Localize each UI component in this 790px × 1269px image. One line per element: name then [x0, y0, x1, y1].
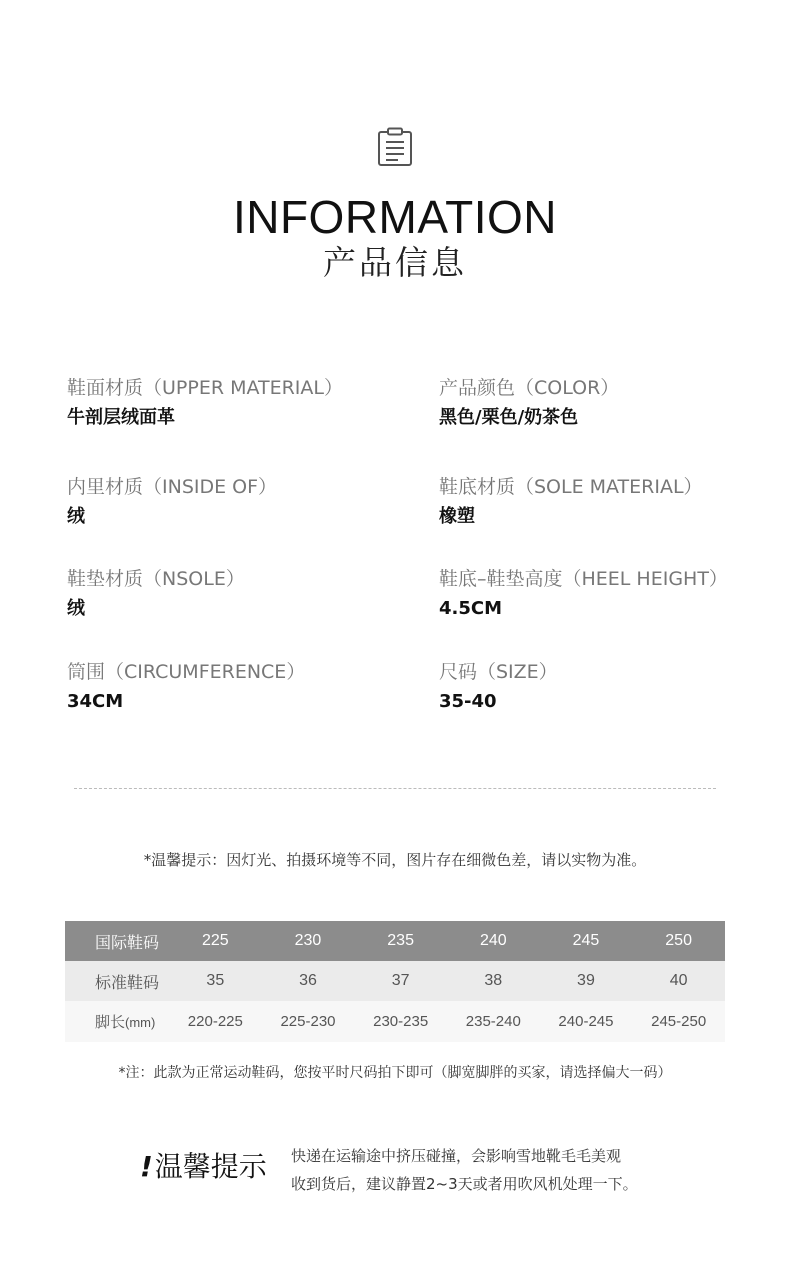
spec-color	[439, 376, 619, 430]
table-cell: 225-230	[262, 1001, 355, 1042]
spec-label: 筒围（CIRCUMFERENCE）	[67, 661, 306, 683]
table-row	[65, 961, 725, 1001]
spec-label: 产品颜色（COLOR）	[439, 377, 620, 399]
clipboard-icon	[376, 127, 414, 167]
table-cell: 220-225	[169, 1001, 262, 1042]
row-label	[65, 1001, 169, 1042]
exclamation-mark: !	[140, 1150, 153, 1183]
table-cell: 38	[447, 961, 540, 1001]
spec-heel-height	[439, 567, 728, 621]
tip-heading	[140, 1147, 267, 1187]
table-row	[65, 1001, 725, 1042]
table-cell: 250	[632, 921, 725, 961]
spec-size	[439, 660, 558, 714]
spec-label: 尺码（SIZE）	[439, 661, 558, 683]
row-label: 国际鞋码	[65, 921, 169, 961]
size-table	[65, 921, 725, 1042]
spec-label: 鞋底–鞋垫高度（HEEL HEIGHT）	[439, 568, 728, 590]
spec-upper-material	[67, 376, 343, 430]
spec-label: 鞋底材质（SOLE MATERIAL）	[439, 476, 703, 498]
spec-label: 鞋面材质（UPPER MATERIAL）	[67, 377, 343, 399]
table-cell: 37	[354, 961, 447, 1001]
table-cell: 245-250	[632, 1001, 725, 1042]
spec-insole	[67, 567, 245, 621]
spec-sole-material	[439, 475, 703, 529]
page-title-en: INFORMATION	[232, 191, 558, 243]
table-cell: 225	[169, 921, 262, 961]
table-cell: 240	[447, 921, 540, 961]
row-label: 标准鞋码	[65, 961, 169, 1001]
table-cell: 240-245	[540, 1001, 633, 1042]
table-cell: 235	[354, 921, 447, 961]
tip-title-text: 温馨提示	[154, 1150, 267, 1183]
table-cell: 39	[540, 961, 633, 1001]
spec-inside-material	[67, 475, 277, 529]
table-cell: 245	[540, 921, 633, 961]
dashed-divider	[74, 788, 716, 789]
page-title-cn: 产品信息	[323, 243, 467, 282]
spec-value: 橡塑	[439, 506, 475, 527]
tip-line: 收到货后，建议静置2~3天或者用吹风机处理一下。	[291, 1175, 638, 1193]
table-cell: 230	[262, 921, 355, 961]
table-cell: 35	[169, 961, 262, 1001]
spec-value: 绒	[67, 506, 85, 527]
spec-circumference	[67, 660, 305, 714]
spec-value: 牛剖层绒面革	[67, 407, 175, 428]
tip-body	[291, 1142, 638, 1198]
spec-value: 4.5CM	[439, 598, 503, 619]
tip-line: 快递在运输途中挤压碰撞，会影响雪地靴毛毛美观	[291, 1147, 622, 1165]
table-cell: 230-235	[354, 1001, 447, 1042]
table-cell: 235-240	[447, 1001, 540, 1042]
spec-value: 34CM	[67, 691, 124, 712]
table-row	[65, 921, 725, 961]
spec-value: 绒	[67, 598, 85, 619]
table-cell: 36	[262, 961, 355, 1001]
spec-value: 黑色/栗色/奶茶色	[439, 407, 579, 428]
spec-label: 鞋垫材质（NSOLE）	[67, 568, 245, 590]
table-cell: 40	[632, 961, 725, 1001]
spec-value: 35-40	[439, 691, 497, 712]
row-label-text: 脚长	[95, 1014, 126, 1031]
spec-label: 内里材质（INSIDE OF）	[67, 476, 278, 498]
row-label-unit: (mm)	[125, 1015, 156, 1030]
color-notice: *温馨提示：因灯光、拍摄环境等不同，图片存在细微色差，请以实物为准。	[143, 851, 647, 869]
size-note: *注：此款为正常运动鞋码，您按平时尺码拍下即可（脚宽脚胖的买家，请选择偏大一码）	[118, 1065, 672, 1081]
